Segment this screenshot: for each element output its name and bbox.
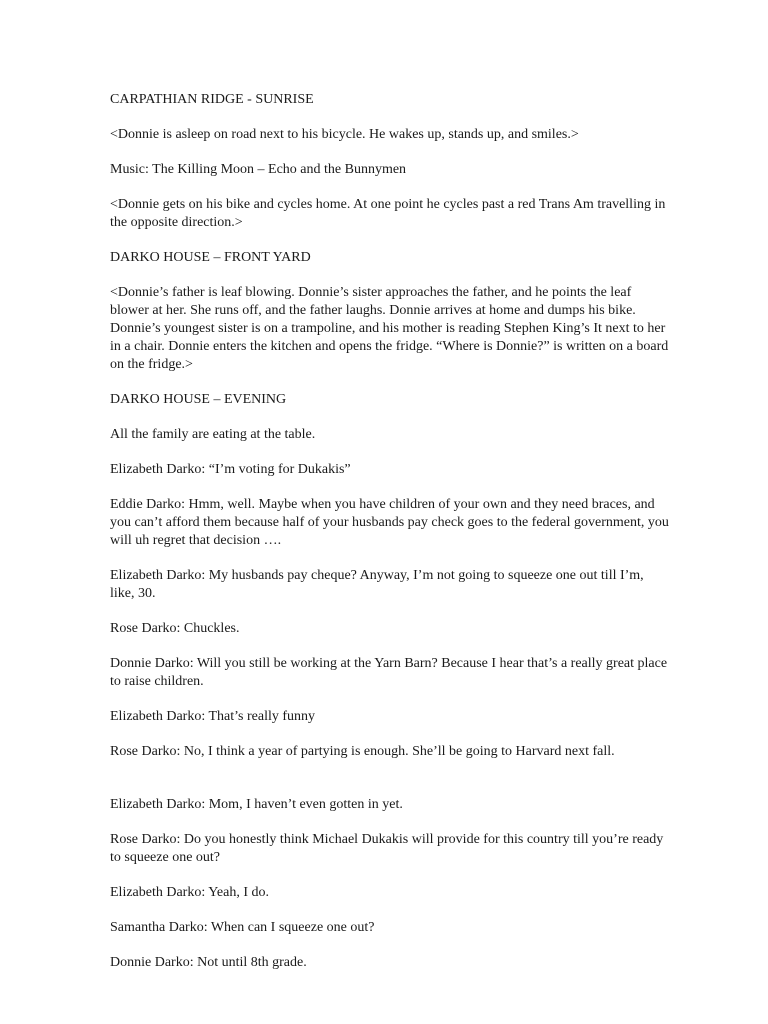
dialogue-line: Elizabeth Darko: That’s really funny	[110, 709, 316, 724]
scene-heading-front-yard: DARKO HOUSE – FRONT YARD	[110, 250, 311, 265]
dialogue-line: Elizabeth Darko: Mom, I haven’t even gotten in yet.	[110, 797, 403, 812]
stage-direction: <Donnie is asleep on road next to his bicycle. He wakes up, stands up, and smiles.>	[110, 127, 579, 142]
script-page	[110, 91, 670, 989]
action-line: All the family are eating at the table.	[110, 427, 316, 442]
dialogue-line: Rose Darko: Do you honestly think Michael Dukakis will provide for this country till you’re ready to squeeze one out?	[110, 832, 664, 865]
music-cue: Music: The Killing Moon – Echo and the Bunnymen	[110, 162, 407, 177]
stage-direction: <Donnie’s father is leaf blowing. Donnie’s sister approaches the father, and he points the leaf blower at her. She runs off, and the father laughs. Donnie arrives at home and dumps his bike. Donnie’s youngest sister is on a trampoline, and his mother is reading Stephen King’s It next to her in a chair. Donnie enters the kitchen and opens the fridge. “Where is Donnie?” is written on a board on the fridge.>	[110, 285, 669, 372]
dialogue-line: Donnie Darko: Not until 8th grade.	[110, 955, 307, 970]
dialogue-line: Elizabeth Darko: “I’m voting for Dukakis”	[110, 462, 351, 477]
dialogue-line: Rose Darko: Chuckles.	[110, 621, 240, 636]
scene-heading-carpathian-ridge: CARPATHIAN RIDGE - SUNRISE	[110, 92, 314, 107]
dialogue-line: Donnie Darko: Will you still be working at the Yarn Barn? Because I hear that’s a really great place to raise children.	[110, 656, 668, 689]
dialogue-line: Elizabeth Darko: Yeah, I do.	[110, 885, 270, 900]
dialogue-line: Elizabeth Darko: My husbands pay cheque? Anyway, I’m not going to squeeze one out till I’m, like, 30.	[110, 568, 644, 601]
dialogue-line: Eddie Darko: Hmm, well. Maybe when you have children of your own and they need braces, and you can’t afford them because half of your husbands pay check goes to the federal government, you will uh regret that decision ….	[110, 497, 669, 548]
dialogue-line: Rose Darko: No, I think a year of partying is enough. She’ll be going to Harvard next fall.	[110, 744, 615, 759]
stage-direction: <Donnie gets on his bike and cycles home. At one point he cycles past a red Trans Am travelling in the opposite direction.>	[110, 197, 666, 230]
dialogue-line: Samantha Darko: When can I squeeze one out?	[110, 920, 375, 935]
scene-heading-evening: DARKO HOUSE – EVENING	[110, 392, 287, 407]
